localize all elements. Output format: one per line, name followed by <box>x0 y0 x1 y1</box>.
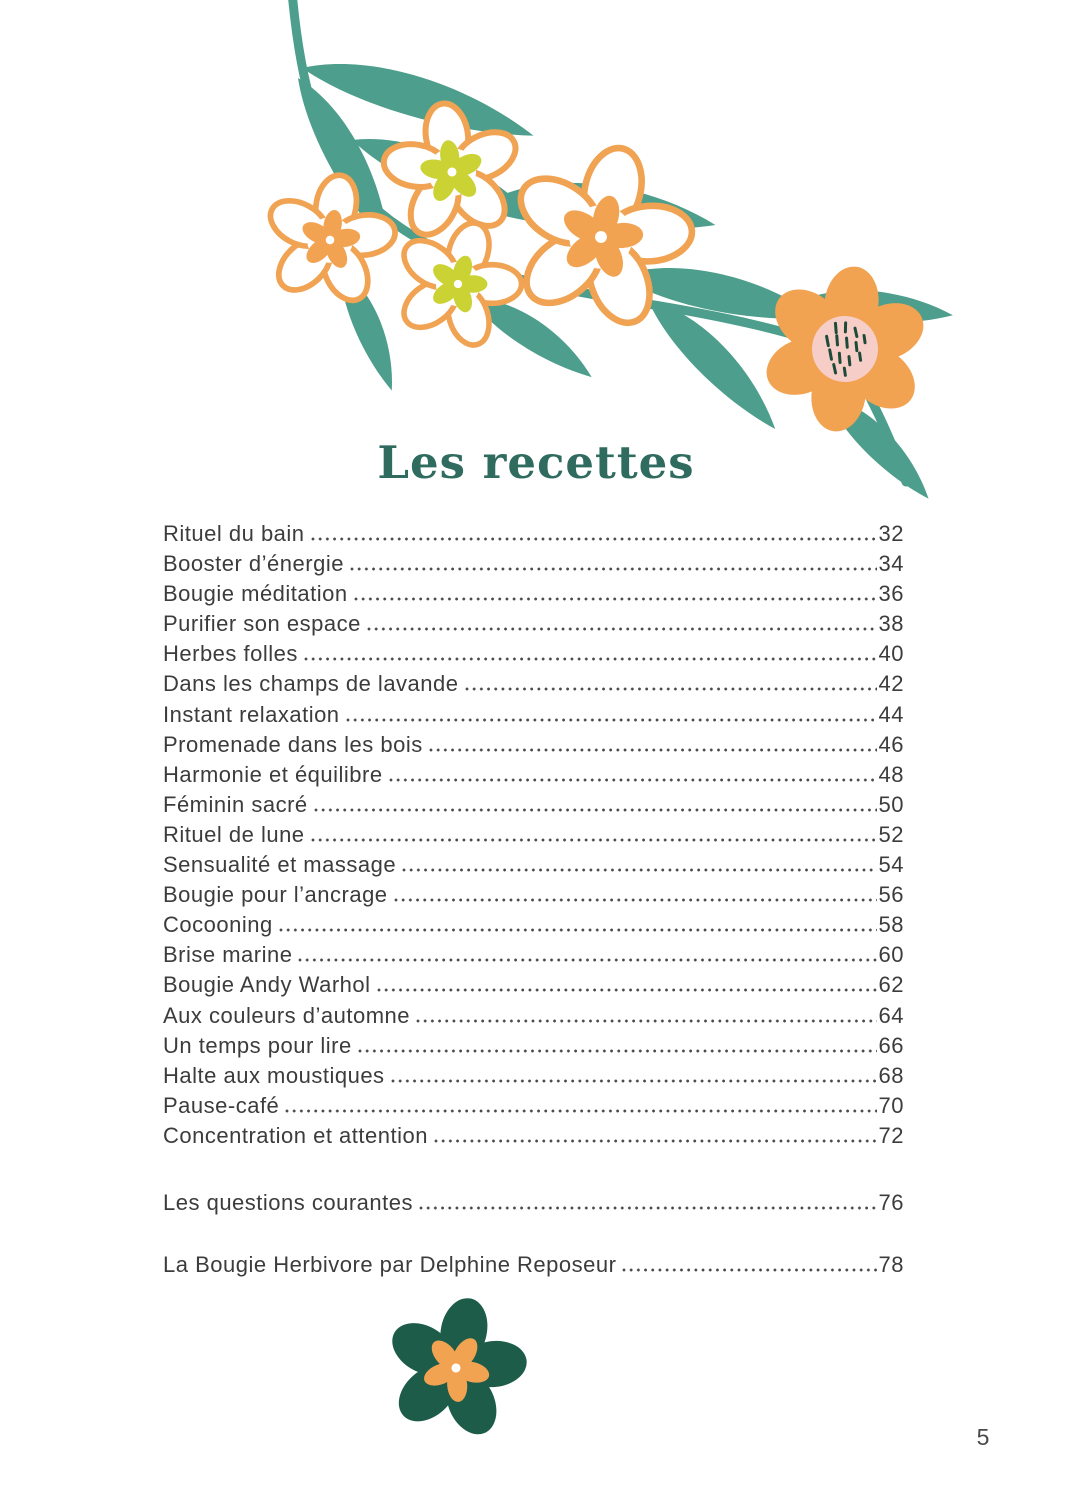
toc-entry-label: Rituel du bain <box>163 521 305 546</box>
toc-entry-label: Cocooning <box>163 912 273 938</box>
dotted-leader <box>354 597 877 601</box>
toc-entry-page: 66 <box>878 1032 904 1058</box>
orange-flower-pink-center <box>749 255 941 443</box>
white-flower-orange-center <box>251 164 409 316</box>
toc-entry-page: 64 <box>878 1002 904 1028</box>
dotted-leader <box>391 1079 877 1083</box>
toc-entry-label: La Bougie Herbivore par Delphine Reposeur <box>163 1252 617 1278</box>
toc-entry-label: Un temps pour lire <box>163 1032 352 1058</box>
dotted-leader <box>402 868 876 872</box>
toc-entry <box>163 822 904 852</box>
toc-entry-page: 76 <box>878 1189 904 1215</box>
toc-entry <box>163 1033 904 1063</box>
dotted-leader <box>367 627 877 631</box>
toc-entry-page: 34 <box>878 551 904 577</box>
dotted-leader <box>311 838 877 842</box>
toc-entry-label: Bougie méditation <box>163 581 348 607</box>
toc-entry-page: 78 <box>878 1252 904 1278</box>
dotted-leader <box>434 1139 877 1143</box>
toc-entry-page: 68 <box>878 1062 904 1088</box>
toc-entry-page: 38 <box>878 611 904 637</box>
toc-entry-label: Purifier son espace <box>163 611 361 637</box>
toc-list <box>163 521 904 1153</box>
toc-entry-label: Féminin sacré <box>163 791 308 817</box>
toc-entry-label: Pause-café <box>163 1092 280 1118</box>
dotted-leader <box>429 748 877 752</box>
toc-entry-label: Harmonie et équilibre <box>163 761 383 787</box>
page-title: Les recettes <box>377 436 695 489</box>
dotted-leader <box>416 1019 876 1023</box>
toc-entry-label: Rituel de lune <box>163 821 305 847</box>
dotted-leader <box>465 687 877 691</box>
toc-entry-label: Booster d’énergie <box>163 551 344 577</box>
toc-entry-page: 44 <box>878 701 904 727</box>
dotted-leader <box>419 1206 877 1210</box>
toc-entry <box>163 1190 904 1220</box>
dotted-leader <box>311 537 877 541</box>
toc-entry-label: Dans les champs de lavande <box>163 671 459 697</box>
toc-entry-page: 50 <box>878 791 904 817</box>
toc-entry-page: 60 <box>878 942 904 968</box>
toc-entry-page: 56 <box>878 882 904 908</box>
toc-entry-label: Brise marine <box>163 942 293 968</box>
toc-entry-page: 40 <box>878 641 904 667</box>
dotted-leader <box>304 657 877 661</box>
toc-entry-label: Promenade dans les bois <box>163 731 423 757</box>
toc-entry-page: 32 <box>878 521 904 546</box>
toc-section-author <box>163 1252 904 1282</box>
toc-entry <box>163 792 904 822</box>
toc-entry <box>163 882 904 912</box>
toc-entry-label: Halte aux moustiques <box>163 1062 385 1088</box>
toc-entry-page: 48 <box>878 761 904 787</box>
toc-entry-page: 70 <box>878 1092 904 1118</box>
toc-entry-page: 72 <box>878 1122 904 1148</box>
dotted-leader <box>377 988 877 992</box>
toc-entry-page: 36 <box>878 581 904 607</box>
toc-entry-label: Aux couleurs d’automne <box>163 1002 411 1028</box>
dotted-leader <box>314 808 877 812</box>
small-flower-illustration <box>372 1296 542 1446</box>
toc-entry-label: Instant relaxation <box>163 701 340 727</box>
dotted-leader <box>298 958 876 962</box>
dotted-leader <box>358 1049 877 1053</box>
toc-entry-page: 52 <box>878 821 904 847</box>
toc-entry <box>163 641 904 671</box>
dotted-leader <box>279 928 877 932</box>
toc-entry <box>163 611 904 641</box>
toc-entry <box>163 702 904 732</box>
toc-entry-label: Les questions courantes <box>163 1189 413 1215</box>
toc-entry-page: 62 <box>878 972 904 998</box>
toc-section-questions <box>163 1190 904 1220</box>
toc-entry <box>163 1063 904 1093</box>
toc-entry <box>163 1123 904 1153</box>
toc-entry <box>163 762 904 792</box>
toc-entry <box>163 671 904 701</box>
toc-entry-page: 46 <box>878 731 904 757</box>
toc-entry-label: Herbes folles <box>163 641 298 667</box>
toc-entry-page: 42 <box>878 671 904 697</box>
toc-entry <box>163 1093 904 1123</box>
dotted-leader <box>346 718 877 722</box>
toc-entry-label: Bougie Andy Warhol <box>163 972 371 998</box>
toc-entry <box>163 551 904 581</box>
toc-entry <box>163 1252 904 1282</box>
dotted-leader <box>285 1109 876 1113</box>
toc-entry <box>163 581 904 611</box>
toc-entry-label: Concentration et attention <box>163 1122 428 1148</box>
toc-entry <box>163 732 904 762</box>
toc-entry <box>163 852 904 882</box>
toc-entry <box>163 912 904 942</box>
toc-entry-page: 58 <box>878 912 904 938</box>
toc-entry <box>163 1003 904 1033</box>
toc-entry <box>163 521 904 551</box>
dotted-leader <box>389 778 877 782</box>
toc-entry-label: Sensualité et massage <box>163 852 397 878</box>
toc-entry-label: Bougie pour l’ancrage <box>163 882 388 908</box>
dotted-leader <box>350 567 877 571</box>
page-number: 5 <box>976 1424 990 1450</box>
dotted-leader <box>394 898 877 902</box>
table-of-contents <box>163 521 904 1282</box>
toc-entry-page: 54 <box>878 852 904 878</box>
toc-entry <box>163 972 904 1002</box>
toc-entry <box>163 942 904 972</box>
dotted-leader <box>622 1268 876 1272</box>
